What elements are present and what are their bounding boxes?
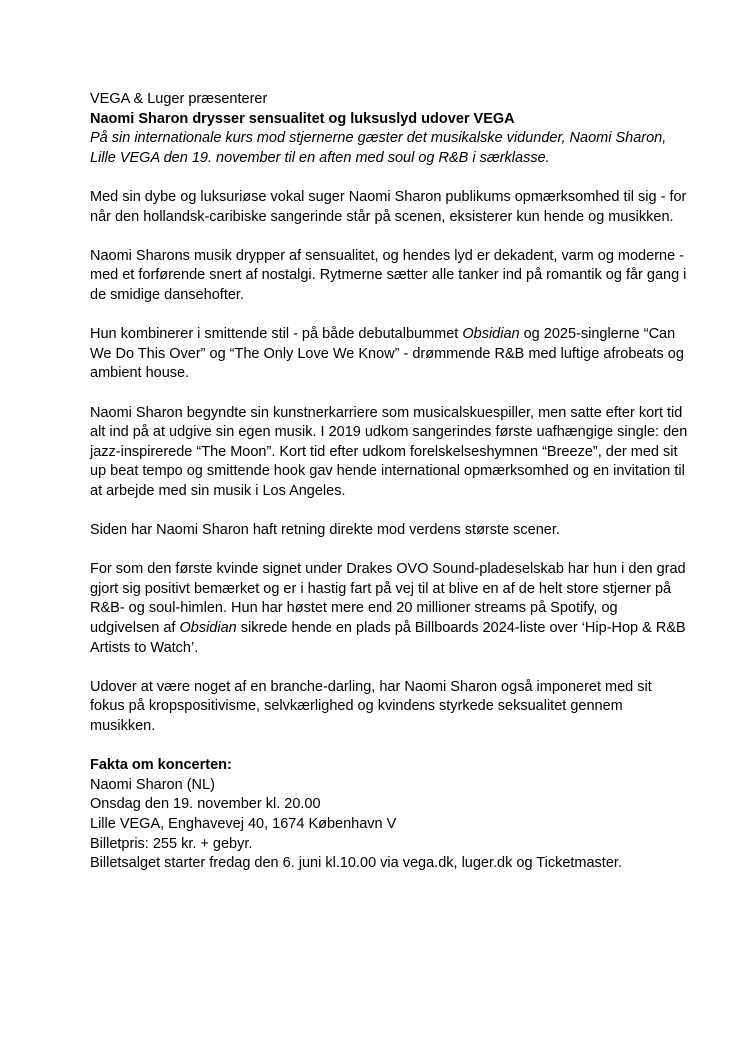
text-span: For som den første kvinde signet under Drakes OVO Sound-pladeselskab har hun i den grad gjort sig positivt bemærket og er i hastig fart på vej til at blive en af de helt store stjerner på R&B- og soul-himlen. Hun har høstet mere end 20 millioner streams på Spotify, og udgivelsen af <box>90 561 686 637</box>
text-span: og 2025-singlerne “Can We Do This Over” og “The Only Love We Know” - drømmende R&B med luftige afrobeats og ambient house. <box>90 326 684 382</box>
fakta-heading: Fakta om koncerten: <box>90 757 232 774</box>
paragraph-style <box>90 325 690 384</box>
headline: Naomi Sharon drysser sensualitet og luksuslyd udover VEGA <box>90 110 515 127</box>
fakta-date: Onsdag den 19. november kl. 20.00 <box>90 796 321 813</box>
album-title: Obsidian <box>179 620 237 637</box>
paragraph-sound: Naomi Sharons musik drypper af sensualitet, og hendes lyd er dekadent, varm og moderne - med et forførende snert af nostalgi. Rytmerne sætter alle tanker ind på romantik og får gang i de smidige dansehofter. <box>90 247 687 303</box>
paragraph-career: Naomi Sharon begyndte sin kunstnerkarriere som musicalskuespiller, men satte efter kort tid alt ind på at udgive sin egen musik. I 2019 udkom sangerindes første uafhængige single: den jazz-inspirerede “The Moon”. Kort tid efter udkom forelskelseshymnen “Breeze”, der med sit up beat tempo og smittende hook gav hende international opmærksomhed og en invitation til at arbejde med sin musik i Los Angeles. <box>90 404 688 499</box>
presenter-line: VEGA & Luger præsenterer <box>90 91 268 107</box>
fakta-venue: Lille VEGA, Enghavevej 40, 1674 København V <box>90 815 397 832</box>
paragraph-darling: Udover at være noget af en branche-darling, har Naomi Sharon også imponeret med sit fokus på kropspositivisme, selvkærlighed og kvindens styrkede seksualitet gennem musikken. <box>90 678 652 734</box>
press-release <box>90 90 690 874</box>
paragraph-ovo <box>90 560 690 658</box>
lead-paragraph: På sin internationale kurs mod stjernerne gæster det musikalske vidunder, Naomi Sharon, Lille VEGA den 19. november til en aften med soul og R&B i særklasse. <box>90 130 667 166</box>
text-span: sikrede hende en plads på Billboards 2024-liste over ‘Hip-Hop & R&B Artists to Watch’. <box>90 620 686 656</box>
album-title: Obsidian <box>462 326 520 343</box>
paragraph-direction: Siden har Naomi Sharon haft retning direkte mod verdens største scener. <box>90 522 560 539</box>
fakta-price: Billetpris: 255 kr. + gebyr. <box>90 835 253 852</box>
text-span: Hun kombinerer i smittende stil - på både debutalbummet <box>90 326 463 343</box>
fakta-artist: Naomi Sharon (NL) <box>90 776 215 793</box>
paragraph-voice: Med sin dybe og luksuriøse vokal suger Naomi Sharon publikums opmærksomhed til sig - for når den hollandsk-caribiske sangerinde står på scenen, eksisterer kun hende og musikken. <box>90 188 687 225</box>
fakta-sale: Billetsalget starter fredag den 6. juni kl.10.00 via vega.dk, luger.dk og Ticketmaster. <box>90 855 622 872</box>
fakta-section <box>90 756 690 874</box>
